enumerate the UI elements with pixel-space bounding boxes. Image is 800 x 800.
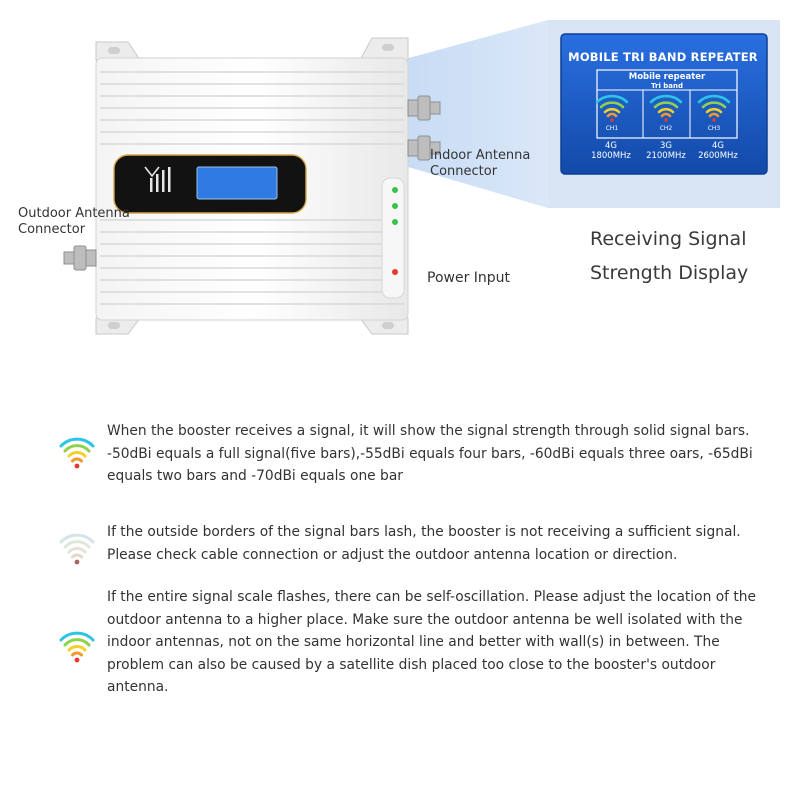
note-full-signal: When the booster receives a signal, it will show the signal strength through solid signal bars. -50dBi equals a full signal(five bars),-55dBi equals four bars, -60dBi equals three oars, -65dBi equals two bars and -70dBi equals one bar	[107, 423, 753, 484]
power-input-callout: Power Input	[427, 270, 511, 286]
caption-line-1: Receiving Signal	[590, 228, 747, 250]
panel-title: MOBILE TRI BAND REPEATER	[568, 50, 758, 64]
signal-full-icon	[57, 434, 97, 474]
ch3-band	[693, 141, 743, 161]
ch1-label: CH1	[605, 125, 619, 132]
caption-line-2: Strength Display	[590, 262, 749, 284]
ch1-band	[586, 141, 636, 161]
ch1-freq: 1800MHz	[591, 151, 631, 161]
ch2-label: CH2	[659, 125, 673, 132]
ch2-band	[641, 141, 691, 161]
ch2-gen: 3G	[660, 141, 672, 151]
signal-full-icon	[57, 628, 97, 668]
ch3-gen: 4G	[712, 141, 724, 151]
booster-device	[96, 38, 408, 334]
note-insufficient-signal: If the outside borders of the signal bars lash, the booster is not receiving a sufficient signal. Please check cable connection or adjust the outdoor antenna location or direction.	[107, 524, 741, 563]
ch1-gen: 4G	[605, 141, 617, 151]
panel-subtitle-2: Tri band	[650, 82, 684, 90]
indoor-antenna-callout: Indoor Antenna Connector	[430, 148, 531, 179]
outdoor-antenna-callout: Outdoor Antenna Connector	[18, 206, 130, 237]
signal-faded-icon	[57, 530, 97, 570]
outdoor-antenna-connector	[64, 246, 96, 270]
ch3-freq: 2600MHz	[698, 151, 738, 161]
product-illustration	[0, 0, 800, 370]
ch3-label: CH3	[707, 125, 721, 132]
panel-subtitle: Mobile repeater	[628, 72, 706, 82]
note-self-oscillation: If the entire signal scale flashes, there can be self-oscillation. Please adjust the location of the outdoor antenna to a higher place. Make sure the outdoor antenna be well isolated with the indoor antennas, not on the same horizontal line and better with wall(s) in between. The problem can also be caused by a satellite dish placed too close to the booster's outdoor antenna.	[107, 589, 757, 695]
ch2-freq: 2100MHz	[646, 151, 686, 161]
